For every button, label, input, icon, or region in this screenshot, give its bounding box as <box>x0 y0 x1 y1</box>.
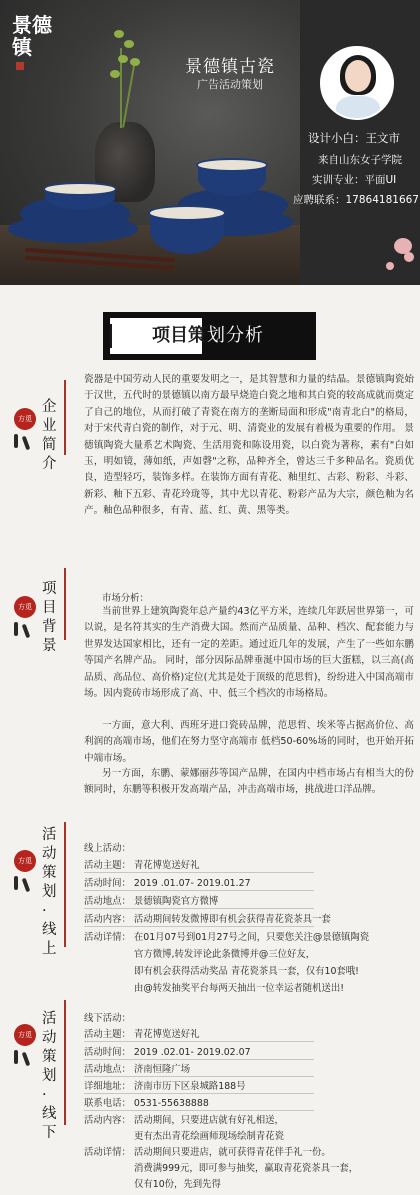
section-divider-line <box>64 1000 66 1125</box>
section-label-intro: 企业简介 <box>42 399 57 472</box>
row-divider <box>84 926 314 927</box>
offline-detail-line: 活动详情： 活动期间只要进店，就可获得青花伴手礼一份。 <box>84 1147 331 1158</box>
plant-leaf <box>110 70 120 78</box>
row-divider <box>84 1093 314 1094</box>
section-divider-line <box>64 380 66 455</box>
designer-school: 来自山东女子学院 <box>318 154 402 166</box>
offline-line: 联系电话： 0531-55638888 <box>84 1098 209 1109</box>
offline-content-line: 更有杰出青花绘画师现场绘制青花瓷 <box>134 1131 285 1142</box>
row-divider <box>84 1110 314 1111</box>
plum-blossom <box>386 262 394 270</box>
row-divider <box>84 872 314 873</box>
market-analysis-heading: 市场分析： <box>102 593 149 604</box>
online-line: 活动时间： 2019 .01.07- 2019.01.27 <box>84 878 251 889</box>
offline-line: 活动主题： 青花博览送好礼 <box>84 1029 200 1040</box>
designer-contact: 应聘联系：17864181667 <box>293 194 419 206</box>
offline-line: 活动地点： 济南恒隆广场 <box>84 1064 191 1075</box>
section-header-right: 划分析 <box>207 325 264 346</box>
brand-logo: 景德镇 <box>12 13 52 59</box>
background-p1: 当前世界上建筑陶瓷年总产量约43亿平方米，连续几年跃居世界第一，可以说，是名符其实的生产消费大国。然而产品质量、品种、档次、配套能力与世界发达国家相比，还有一定的差距。通过近几年的发展，产生了一些如东鹏等国产名牌产品。 同时，部分因际品牌垂涎中国市场的巨大蛋糕，以三高(高品质、高品位、高价格)定位(尤其是处于顶级的范思哲)，纷纷进入中国高端市场。因内瓷砖市场形成了高、中、低三个档次的市场格局。 <box>84 606 414 700</box>
background-p2: 一方面，意大利、西班牙进口瓷砖品牌，范思哲、埃米等占据高价位、高利润的高端市场，他们在努力坚守高端市 低档50-60%场的同时，也开始开拓中端市场。 <box>84 720 414 764</box>
offline-line: 线下活动： <box>84 1013 131 1024</box>
section-divider-line <box>64 568 66 640</box>
figure-icon <box>10 1048 38 1068</box>
designer-avatar <box>320 46 394 120</box>
online-detail-line: 即有机会获得活动奖品 青花瓷茶具一套，仅有10套哦! <box>134 966 359 977</box>
figure-icon <box>10 874 38 894</box>
plant-leaf <box>130 58 140 66</box>
plum-blossom <box>404 252 414 262</box>
row-divider <box>84 908 314 909</box>
designer-name: 设计小白：王文市 <box>308 131 400 145</box>
row-divider <box>84 1059 314 1060</box>
section-divider-line <box>64 822 66 947</box>
plant-leaf <box>124 40 134 48</box>
online-line: 活动主题： 青花博览送好礼 <box>84 860 200 871</box>
offline-line: 活动内容： 活动期间，只要进店就有好礼相送， <box>84 1115 284 1126</box>
seal-stamp: 方觅 <box>14 850 36 872</box>
plant-leaf <box>118 55 128 63</box>
bowl-rim <box>43 182 117 196</box>
seal-stamp: 方觅 <box>14 1024 36 1046</box>
online-line: 活动内容： 活动期间转发微博即有机会获得青花瓷茶具一套 <box>84 914 331 925</box>
logo-seal <box>16 62 24 70</box>
hero-banner <box>0 0 420 285</box>
row-divider <box>84 1041 314 1042</box>
seal-stamp: 方觅 <box>14 408 36 430</box>
online-line: 线上活动： <box>84 843 131 854</box>
background-p3: 另一方面，东鹏、蒙娜丽莎等国产品牌，在国内中档市场占有相当大的份额同时，东鹏等积极开发高端产品，冲击高端市场，挑战进口洋品牌。 <box>84 768 414 796</box>
plant-leaf <box>114 30 124 38</box>
section-header-left: 项目策 <box>110 318 210 354</box>
bowl-rim <box>196 158 268 172</box>
online-line: 活动地点： 景德镇陶瓷官方微博 <box>84 896 219 907</box>
page-subtitle: 广告活动策划 <box>197 78 263 91</box>
offline-line: 活动时间： 2019 .02.01- 2019.02.07 <box>84 1047 251 1058</box>
row-divider <box>84 1076 314 1077</box>
online-detail-line: 由@转发抽奖平台每两天抽出一位幸运者随机送出! <box>134 983 345 994</box>
online-line: 活动详情： 在01月07号到01月27号之间，只要您关注@景德镇陶瓷 <box>84 932 370 943</box>
section-label-offline: 活动策划·线下 <box>42 1011 57 1141</box>
bowl-rim <box>148 205 226 221</box>
online-detail-line: 官方微博,转发评论此条微博并@三位好友， <box>134 949 316 960</box>
figure-icon <box>10 620 38 640</box>
offline-detail-line: 仅有10份，先到先得 <box>134 1179 221 1190</box>
section-label-online: 活动策划·线上 <box>42 827 57 957</box>
intro-text: 瓷器是中国劳动人民的重要发明之一，是其智慧和力量的结晶。景德镇陶瓷始于汉世，五代时的景德镇以南方最早烧造白瓷之地和其白瓷的较高成就而奠定了自己的地位，从而打破了青瓷在南方的垄断局面和形成"南青北白"的格局，对于宋代青白瓷的制作，对于元、明、清瓷业的发展有着极为重要的作用。 景德镇陶瓷大量系艺术陶瓷、生活用瓷和陈设用瓷，以白瓷为著称，素有"白如玉，明如镜，薄如纸，声如磬"之称，品种齐全，曾达三千多种品名。瓷质优良，造型轻巧，装饰多样。在装饰方面有青花、釉里红、古彩、粉彩、斗彩、新彩、釉下五彩、青花玲珑等，其中尤以青花、粉彩产品为大宗，颜色釉为名产。釉色品种很多，有青、蓝、红、黄、黑等类。 <box>84 374 414 517</box>
figure-icon <box>10 432 38 452</box>
seal-stamp: 方觅 <box>14 596 36 618</box>
designer-major: 实训专业：平面UI <box>312 174 397 186</box>
offline-line: 详细地址： 济南市历下区泉城路188号 <box>84 1081 246 1092</box>
section-label-background: 项目背景 <box>42 581 57 654</box>
row-divider <box>84 890 314 891</box>
offline-detail-line: 消费满999元，即可参与抽奖，赢取青花瓷茶具一套， <box>134 1163 359 1174</box>
page-title: 景德镇古瓷 <box>185 57 275 77</box>
